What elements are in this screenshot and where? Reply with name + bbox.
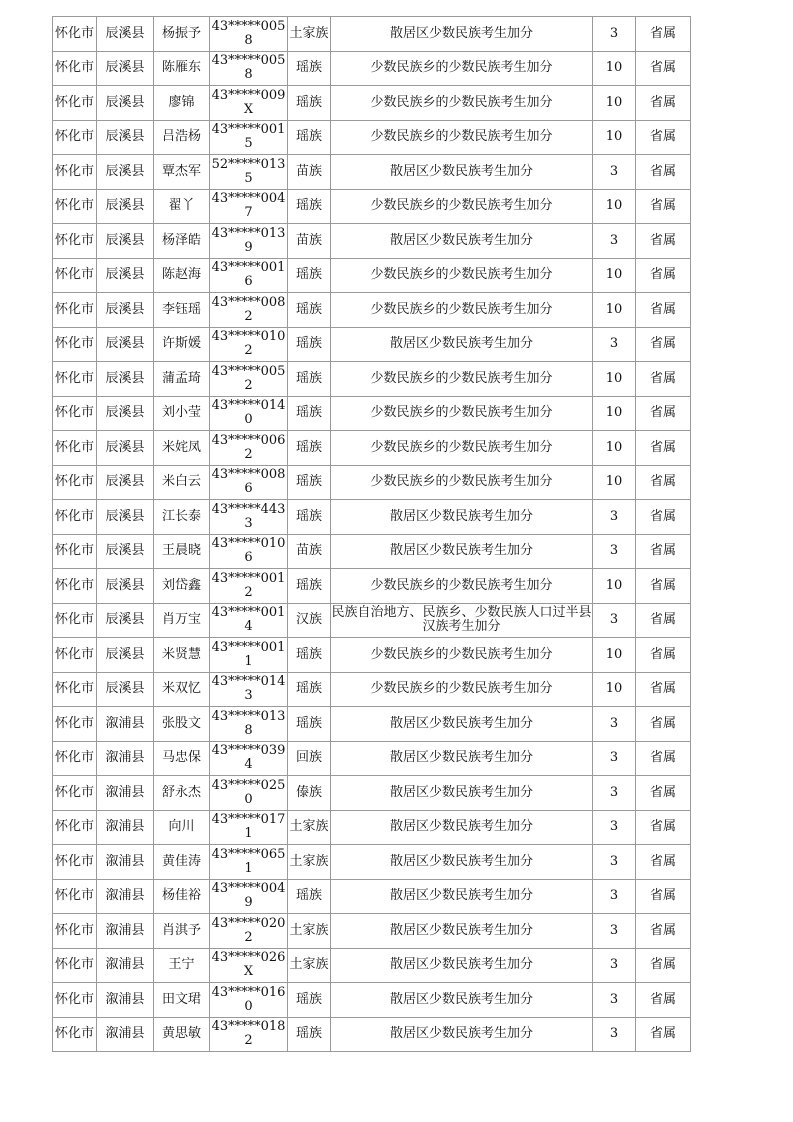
county-cell: 溆浦县 — [97, 810, 154, 845]
name-cell: 黄佳涛 — [154, 845, 210, 880]
bonus-score-cell: 10 — [593, 672, 636, 707]
category-cell: 省属 — [636, 879, 691, 914]
id-number-cell: 43*****0138 — [210, 707, 288, 742]
county-cell: 溆浦县 — [97, 741, 154, 776]
bonus-score-cell: 3 — [593, 741, 636, 776]
table-row — [53, 465, 691, 500]
ethnicity-cell: 瑶族 — [288, 327, 331, 362]
bonus-score-cell: 3 — [593, 155, 636, 190]
table-body — [53, 17, 691, 1052]
name-cell: 刘小莹 — [154, 396, 210, 431]
table-row — [53, 258, 691, 293]
county-cell: 辰溪县 — [97, 534, 154, 569]
city-cell: 怀化市 — [53, 120, 97, 155]
city-cell: 怀化市 — [53, 707, 97, 742]
county-cell: 辰溪县 — [97, 327, 154, 362]
bonus-reason-cell: 散居区少数民族考生加分 — [331, 914, 593, 949]
bonus-score-cell: 3 — [593, 707, 636, 742]
table-row — [53, 741, 691, 776]
county-cell: 辰溪县 — [97, 120, 154, 155]
bonus-score-cell: 10 — [593, 569, 636, 604]
bonus-score-cell: 10 — [593, 51, 636, 86]
bonus-score-cell: 3 — [593, 879, 636, 914]
city-cell: 怀化市 — [53, 327, 97, 362]
bonus-reason-cell: 少数民族乡的少数民族考生加分 — [331, 189, 593, 224]
category-cell: 省属 — [636, 569, 691, 604]
bonus-reason-cell: 散居区少数民族考生加分 — [331, 810, 593, 845]
ethnicity-cell: 瑶族 — [288, 51, 331, 86]
table-row — [53, 396, 691, 431]
table-row — [53, 569, 691, 604]
bonus-reason-cell: 散居区少数民族考生加分 — [331, 948, 593, 983]
id-number-cell: 43*****0140 — [210, 396, 288, 431]
bonus-score-cell: 3 — [593, 948, 636, 983]
county-cell: 辰溪县 — [97, 362, 154, 397]
table-row — [53, 17, 691, 52]
county-cell: 溆浦县 — [97, 914, 154, 949]
id-number-cell: 43*****0014 — [210, 603, 288, 638]
category-cell: 省属 — [636, 707, 691, 742]
city-cell: 怀化市 — [53, 86, 97, 121]
bonus-reason-cell: 少数民族乡的少数民族考生加分 — [331, 258, 593, 293]
name-cell: 王宁 — [154, 948, 210, 983]
bonus-reason-cell: 散居区少数民族考生加分 — [331, 224, 593, 259]
category-cell: 省属 — [636, 603, 691, 638]
id-number-cell: 43*****0651 — [210, 845, 288, 880]
table-row — [53, 879, 691, 914]
category-cell: 省属 — [636, 638, 691, 673]
name-cell: 覃杰军 — [154, 155, 210, 190]
category-cell: 省属 — [636, 1017, 691, 1052]
id-number-cell: 43*****0102 — [210, 327, 288, 362]
bonus-reason-cell: 散居区少数民族考生加分 — [331, 327, 593, 362]
city-cell: 怀化市 — [53, 155, 97, 190]
city-cell: 怀化市 — [53, 569, 97, 604]
bonus-reason-cell: 散居区少数民族考生加分 — [331, 707, 593, 742]
id-number-cell: 43*****0171 — [210, 810, 288, 845]
id-number-cell: 43*****0139 — [210, 224, 288, 259]
city-cell: 怀化市 — [53, 914, 97, 949]
name-cell: 翟丫 — [154, 189, 210, 224]
city-cell: 怀化市 — [53, 534, 97, 569]
county-cell: 辰溪县 — [97, 396, 154, 431]
bonus-score-cell: 10 — [593, 120, 636, 155]
name-cell: 马忠保 — [154, 741, 210, 776]
table-row — [53, 362, 691, 397]
city-cell: 怀化市 — [53, 396, 97, 431]
name-cell: 刘岱鑫 — [154, 569, 210, 604]
county-cell: 辰溪县 — [97, 603, 154, 638]
id-number-cell: 43*****0082 — [210, 293, 288, 328]
name-cell: 杨振予 — [154, 17, 210, 52]
table-row — [53, 224, 691, 259]
bonus-reason-cell: 少数民族乡的少数民族考生加分 — [331, 431, 593, 466]
bonus-score-cell: 10 — [593, 638, 636, 673]
bonus-score-cell: 3 — [593, 845, 636, 880]
category-cell: 省属 — [636, 776, 691, 811]
bonus-score-cell: 3 — [593, 1017, 636, 1052]
city-cell: 怀化市 — [53, 845, 97, 880]
ethnicity-cell: 瑶族 — [288, 120, 331, 155]
ethnicity-cell: 瑶族 — [288, 258, 331, 293]
category-cell: 省属 — [636, 224, 691, 259]
city-cell: 怀化市 — [53, 224, 97, 259]
ethnicity-cell: 瑶族 — [288, 879, 331, 914]
category-cell: 省属 — [636, 155, 691, 190]
bonus-score-cell: 3 — [593, 914, 636, 949]
ethnicity-cell: 瑶族 — [288, 672, 331, 707]
ethnicity-cell: 瑶族 — [288, 983, 331, 1018]
county-cell: 辰溪县 — [97, 189, 154, 224]
table-row — [53, 914, 691, 949]
category-cell: 省属 — [636, 327, 691, 362]
table-row — [53, 1017, 691, 1052]
category-cell: 省属 — [636, 500, 691, 535]
category-cell: 省属 — [636, 983, 691, 1018]
table-row — [53, 983, 691, 1018]
city-cell: 怀化市 — [53, 879, 97, 914]
category-cell: 省属 — [636, 914, 691, 949]
bonus-reason-cell: 散居区少数民族考生加分 — [331, 155, 593, 190]
bonus-reason-cell: 散居区少数民族考生加分 — [331, 1017, 593, 1052]
bonus-score-cell: 3 — [593, 17, 636, 52]
bonus-score-cell: 10 — [593, 258, 636, 293]
bonus-score-cell: 3 — [593, 983, 636, 1018]
category-cell: 省属 — [636, 86, 691, 121]
city-cell: 怀化市 — [53, 672, 97, 707]
ethnicity-cell: 瑶族 — [288, 293, 331, 328]
category-cell: 省属 — [636, 534, 691, 569]
table-row — [53, 603, 691, 638]
table-row — [53, 120, 691, 155]
category-cell: 省属 — [636, 120, 691, 155]
city-cell: 怀化市 — [53, 293, 97, 328]
bonus-reason-cell: 少数民族乡的少数民族考生加分 — [331, 569, 593, 604]
ethnicity-cell: 瑶族 — [288, 569, 331, 604]
ethnicity-cell: 汉族 — [288, 603, 331, 638]
ethnicity-cell: 瑶族 — [288, 707, 331, 742]
category-cell: 省属 — [636, 948, 691, 983]
city-cell: 怀化市 — [53, 810, 97, 845]
city-cell: 怀化市 — [53, 500, 97, 535]
city-cell: 怀化市 — [53, 948, 97, 983]
name-cell: 舒永杰 — [154, 776, 210, 811]
county-cell: 辰溪县 — [97, 155, 154, 190]
category-cell: 省属 — [636, 431, 691, 466]
bonus-reason-cell: 散居区少数民族考生加分 — [331, 17, 593, 52]
city-cell: 怀化市 — [53, 465, 97, 500]
name-cell: 肖淇予 — [154, 914, 210, 949]
city-cell: 怀化市 — [53, 776, 97, 811]
bonus-reason-cell: 散居区少数民族考生加分 — [331, 500, 593, 535]
id-number-cell: 43*****0250 — [210, 776, 288, 811]
id-number-cell: 43*****0016 — [210, 258, 288, 293]
category-cell: 省属 — [636, 672, 691, 707]
name-cell: 许斯媛 — [154, 327, 210, 362]
city-cell: 怀化市 — [53, 638, 97, 673]
ethnicity-cell: 瑶族 — [288, 189, 331, 224]
county-cell: 辰溪县 — [97, 17, 154, 52]
name-cell: 张股文 — [154, 707, 210, 742]
ethnicity-cell: 土家族 — [288, 914, 331, 949]
name-cell: 江长泰 — [154, 500, 210, 535]
bonus-score-cell: 10 — [593, 465, 636, 500]
county-cell: 辰溪县 — [97, 51, 154, 86]
name-cell: 杨泽皓 — [154, 224, 210, 259]
id-number-cell: 43*****0058 — [210, 17, 288, 52]
name-cell: 向川 — [154, 810, 210, 845]
table-row — [53, 707, 691, 742]
bonus-reason-cell: 少数民族乡的少数民族考生加分 — [331, 293, 593, 328]
ethnicity-cell: 瑶族 — [288, 465, 331, 500]
ethnicity-cell: 瑶族 — [288, 396, 331, 431]
ethnicity-cell: 回族 — [288, 741, 331, 776]
table-row — [53, 189, 691, 224]
name-cell: 蒲孟琦 — [154, 362, 210, 397]
ethnicity-cell: 苗族 — [288, 534, 331, 569]
bonus-score-cell: 10 — [593, 431, 636, 466]
category-cell: 省属 — [636, 293, 691, 328]
bonus-reason-cell: 少数民族乡的少数民族考生加分 — [331, 638, 593, 673]
id-number-cell: 43*****0049 — [210, 879, 288, 914]
bonus-score-cell: 10 — [593, 86, 636, 121]
bonus-reason-cell: 少数民族乡的少数民族考生加分 — [331, 362, 593, 397]
table-row — [53, 845, 691, 880]
name-cell: 王晨晓 — [154, 534, 210, 569]
bonus-score-cell: 3 — [593, 327, 636, 362]
county-cell: 辰溪县 — [97, 638, 154, 673]
category-cell: 省属 — [636, 17, 691, 52]
ethnicity-cell: 瑶族 — [288, 362, 331, 397]
bonus-reason-cell: 散居区少数民族考生加分 — [331, 983, 593, 1018]
name-cell: 米贤慧 — [154, 638, 210, 673]
bonus-reason-cell: 散居区少数民族考生加分 — [331, 741, 593, 776]
ethnicity-cell: 土家族 — [288, 948, 331, 983]
bonus-score-cell: 3 — [593, 224, 636, 259]
name-cell: 米姹凤 — [154, 431, 210, 466]
table-row — [53, 327, 691, 362]
bonus-points-table — [52, 16, 691, 1052]
id-number-cell: 43*****0182 — [210, 1017, 288, 1052]
city-cell: 怀化市 — [53, 258, 97, 293]
bonus-score-cell: 3 — [593, 776, 636, 811]
bonus-score-cell: 10 — [593, 293, 636, 328]
name-cell: 李钰瑶 — [154, 293, 210, 328]
county-cell: 溆浦县 — [97, 707, 154, 742]
ethnicity-cell: 瑶族 — [288, 638, 331, 673]
table-row — [53, 948, 691, 983]
name-cell: 黄思敏 — [154, 1017, 210, 1052]
bonus-score-cell: 3 — [593, 500, 636, 535]
name-cell: 田文珺 — [154, 983, 210, 1018]
ethnicity-cell: 瑶族 — [288, 86, 331, 121]
ethnicity-cell: 土家族 — [288, 810, 331, 845]
bonus-reason-cell: 少数民族乡的少数民族考生加分 — [331, 396, 593, 431]
name-cell: 廖锦 — [154, 86, 210, 121]
bonus-score-cell: 10 — [593, 362, 636, 397]
city-cell: 怀化市 — [53, 741, 97, 776]
table-row — [53, 86, 691, 121]
table-row — [53, 534, 691, 569]
city-cell: 怀化市 — [53, 431, 97, 466]
bonus-reason-cell: 散居区少数民族考生加分 — [331, 845, 593, 880]
city-cell: 怀化市 — [53, 51, 97, 86]
county-cell: 溆浦县 — [97, 879, 154, 914]
bonus-score-cell: 10 — [593, 189, 636, 224]
name-cell: 陈赵海 — [154, 258, 210, 293]
ethnicity-cell: 土家族 — [288, 17, 331, 52]
county-cell: 辰溪县 — [97, 293, 154, 328]
table-row — [53, 776, 691, 811]
name-cell: 肖万宝 — [154, 603, 210, 638]
category-cell: 省属 — [636, 51, 691, 86]
bonus-score-cell: 3 — [593, 810, 636, 845]
category-cell: 省属 — [636, 465, 691, 500]
bonus-reason-cell: 少数民族乡的少数民族考生加分 — [331, 51, 593, 86]
city-cell: 怀化市 — [53, 17, 97, 52]
category-cell: 省属 — [636, 362, 691, 397]
id-number-cell: 43*****0052 — [210, 362, 288, 397]
name-cell: 杨佳裕 — [154, 879, 210, 914]
category-cell: 省属 — [636, 396, 691, 431]
bonus-score-cell: 10 — [593, 396, 636, 431]
category-cell: 省属 — [636, 810, 691, 845]
county-cell: 辰溪县 — [97, 569, 154, 604]
id-number-cell: 43*****026X — [210, 948, 288, 983]
bonus-reason-cell: 散居区少数民族考生加分 — [331, 879, 593, 914]
id-number-cell: 43*****0106 — [210, 534, 288, 569]
table-row — [53, 431, 691, 466]
bonus-reason-cell: 少数民族乡的少数民族考生加分 — [331, 120, 593, 155]
id-number-cell: 43*****0202 — [210, 914, 288, 949]
id-number-cell: 43*****0015 — [210, 120, 288, 155]
ethnicity-cell: 土家族 — [288, 845, 331, 880]
id-number-cell: 52*****0135 — [210, 155, 288, 190]
county-cell: 辰溪县 — [97, 86, 154, 121]
ethnicity-cell: 瑶族 — [288, 1017, 331, 1052]
category-cell: 省属 — [636, 189, 691, 224]
city-cell: 怀化市 — [53, 603, 97, 638]
table-row — [53, 155, 691, 190]
name-cell: 米白云 — [154, 465, 210, 500]
bonus-score-cell: 3 — [593, 603, 636, 638]
bonus-reason-cell: 民族自治地方、民族乡、少数民族人口过半县汉族考生加分 — [331, 603, 593, 638]
table-row — [53, 293, 691, 328]
table-row — [53, 51, 691, 86]
county-cell: 溆浦县 — [97, 948, 154, 983]
table-row — [53, 500, 691, 535]
id-number-cell: 43*****0394 — [210, 741, 288, 776]
city-cell: 怀化市 — [53, 983, 97, 1018]
id-number-cell: 43*****0086 — [210, 465, 288, 500]
bonus-reason-cell: 少数民族乡的少数民族考生加分 — [331, 672, 593, 707]
county-cell: 溆浦县 — [97, 776, 154, 811]
id-number-cell: 43*****0011 — [210, 638, 288, 673]
county-cell: 溆浦县 — [97, 1017, 154, 1052]
category-cell: 省属 — [636, 741, 691, 776]
category-cell: 省属 — [636, 845, 691, 880]
name-cell: 吕浩杨 — [154, 120, 210, 155]
county-cell: 辰溪县 — [97, 431, 154, 466]
city-cell: 怀化市 — [53, 362, 97, 397]
county-cell: 辰溪县 — [97, 465, 154, 500]
bonus-reason-cell: 散居区少数民族考生加分 — [331, 534, 593, 569]
id-number-cell: 43*****0062 — [210, 431, 288, 466]
id-number-cell: 43*****4433 — [210, 500, 288, 535]
id-number-cell: 43*****0143 — [210, 672, 288, 707]
bonus-score-cell: 3 — [593, 534, 636, 569]
id-number-cell: 43*****0058 — [210, 51, 288, 86]
table-row — [53, 638, 691, 673]
county-cell: 辰溪县 — [97, 224, 154, 259]
name-cell: 米双忆 — [154, 672, 210, 707]
ethnicity-cell: 傣族 — [288, 776, 331, 811]
ethnicity-cell: 苗族 — [288, 155, 331, 190]
table-row — [53, 810, 691, 845]
id-number-cell: 43*****0012 — [210, 569, 288, 604]
county-cell: 辰溪县 — [97, 258, 154, 293]
ethnicity-cell: 瑶族 — [288, 431, 331, 466]
bonus-reason-cell: 少数民族乡的少数民族考生加分 — [331, 86, 593, 121]
id-number-cell: 43*****009X — [210, 86, 288, 121]
city-cell: 怀化市 — [53, 189, 97, 224]
bonus-reason-cell: 少数民族乡的少数民族考生加分 — [331, 465, 593, 500]
county-cell: 辰溪县 — [97, 500, 154, 535]
county-cell: 溆浦县 — [97, 845, 154, 880]
city-cell: 怀化市 — [53, 1017, 97, 1052]
ethnicity-cell: 苗族 — [288, 224, 331, 259]
county-cell: 溆浦县 — [97, 983, 154, 1018]
county-cell: 辰溪县 — [97, 672, 154, 707]
category-cell: 省属 — [636, 258, 691, 293]
table-row — [53, 672, 691, 707]
ethnicity-cell: 瑶族 — [288, 500, 331, 535]
name-cell: 陈雁东 — [154, 51, 210, 86]
id-number-cell: 43*****0160 — [210, 983, 288, 1018]
id-number-cell: 43*****0047 — [210, 189, 288, 224]
bonus-reason-cell: 散居区少数民族考生加分 — [331, 776, 593, 811]
